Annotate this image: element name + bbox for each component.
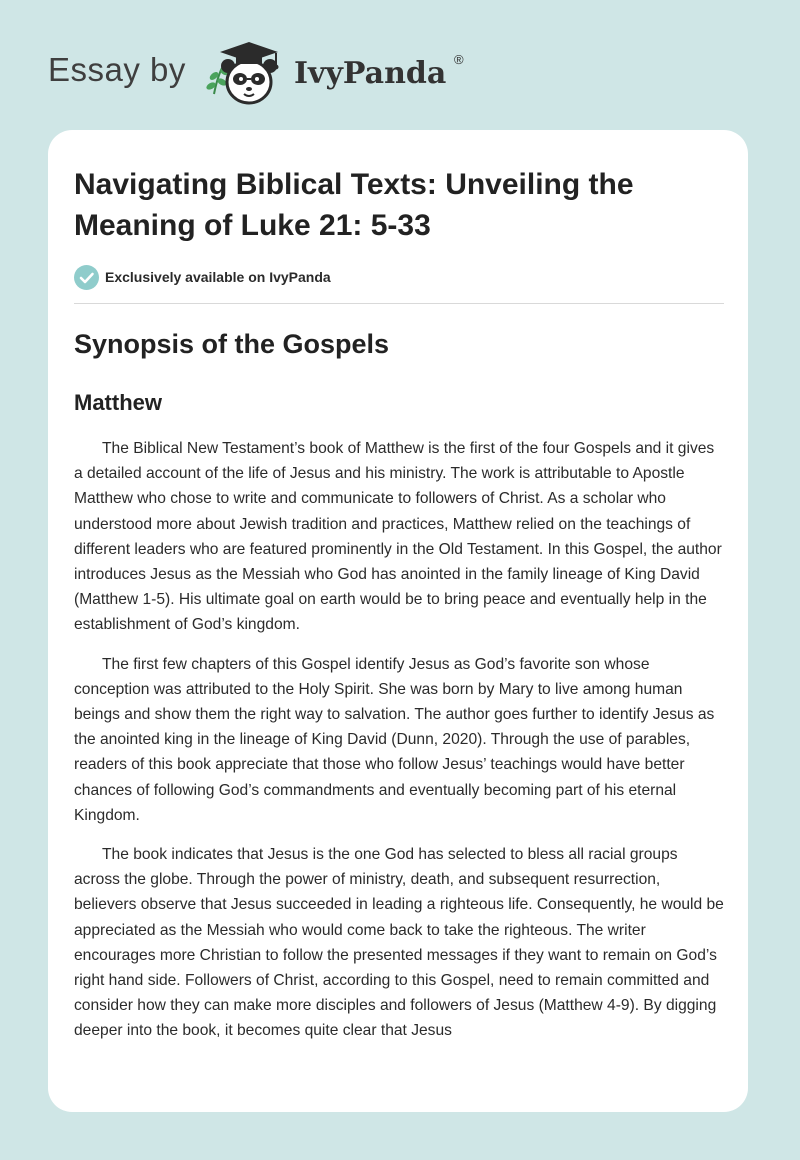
registered-mark: ® xyxy=(454,52,464,67)
brand-name: IvyPanda xyxy=(294,56,447,91)
paragraph: The first few chapters of this Gospel identify Jesus as God’s favorite son whose conception was attributed to the Holy Spirit. She was born by Mary to live among human beings and show them the right way to salvation. The author goes further to identify Jesus as the anointed king in the lineage of King David (Dunn, 2020). Through the use of parables, readers of this book appreciate that those who follow Jesus’ teachings would have better chances of following God’s commandments and eventually becoming part of his eternal Kingdom. xyxy=(74,655,715,824)
divider xyxy=(74,303,724,304)
check-circle-icon xyxy=(74,265,99,290)
subsection-heading: Matthew xyxy=(74,390,162,415)
paragraph: The book indicates that Jesus is the one God has selected to bless all racial groups across the globe. Through the power of ministry, death, and subsequent resurrection, believers observe that Jesus succeeded in leading a righteous life. Consequently, he would be appreciated as the Messiah who would come back to take the righteous. The writer encourages more Christian to follow the presented messages if they want to remain on God’s right hand side. Followers of Christ, according to this Gospel, need to remain committed and consider how they can make more disciples and followers of Jesus (Matthew 4-9). By digging deeper into the book, it becomes quite clear that Jesus xyxy=(74,846,724,1040)
badge-label: Exclusively available on IvyPanda xyxy=(105,269,331,285)
essay-card xyxy=(48,130,748,1112)
panda-graduate-icon xyxy=(200,36,290,108)
brand-prefix: Essay by xyxy=(48,51,186,88)
section-heading: Synopsis of the Gospels xyxy=(74,329,390,359)
brand-header[interactable] xyxy=(48,36,508,108)
page-title: Navigating Biblical Texts: Unveiling the Meaning of Luke 21: 5-33 xyxy=(74,168,634,242)
paragraph: The Biblical New Testament’s book of Matthew is the first of the four Gospels and it gives a detailed account of the life of Jesus and his ministry. The work is attributable to Apostle Matthew who chose to write and communicate to followers of Christ. As a scholar who understood more about Jewish tradition and practices, Matthew relied on the teachings of different leaders who are featured prominently in the Old Testament. In this Gospel, the author introduces Jesus as the Messiah who God has anointed in the family lineage of King David (Matthew 1-5). His ultimate goal on earth would be to bring peace and eventually help in the establishment of God’s kingdom. xyxy=(74,440,722,634)
essay-body xyxy=(74,436,724,1058)
exclusive-badge xyxy=(74,264,331,290)
